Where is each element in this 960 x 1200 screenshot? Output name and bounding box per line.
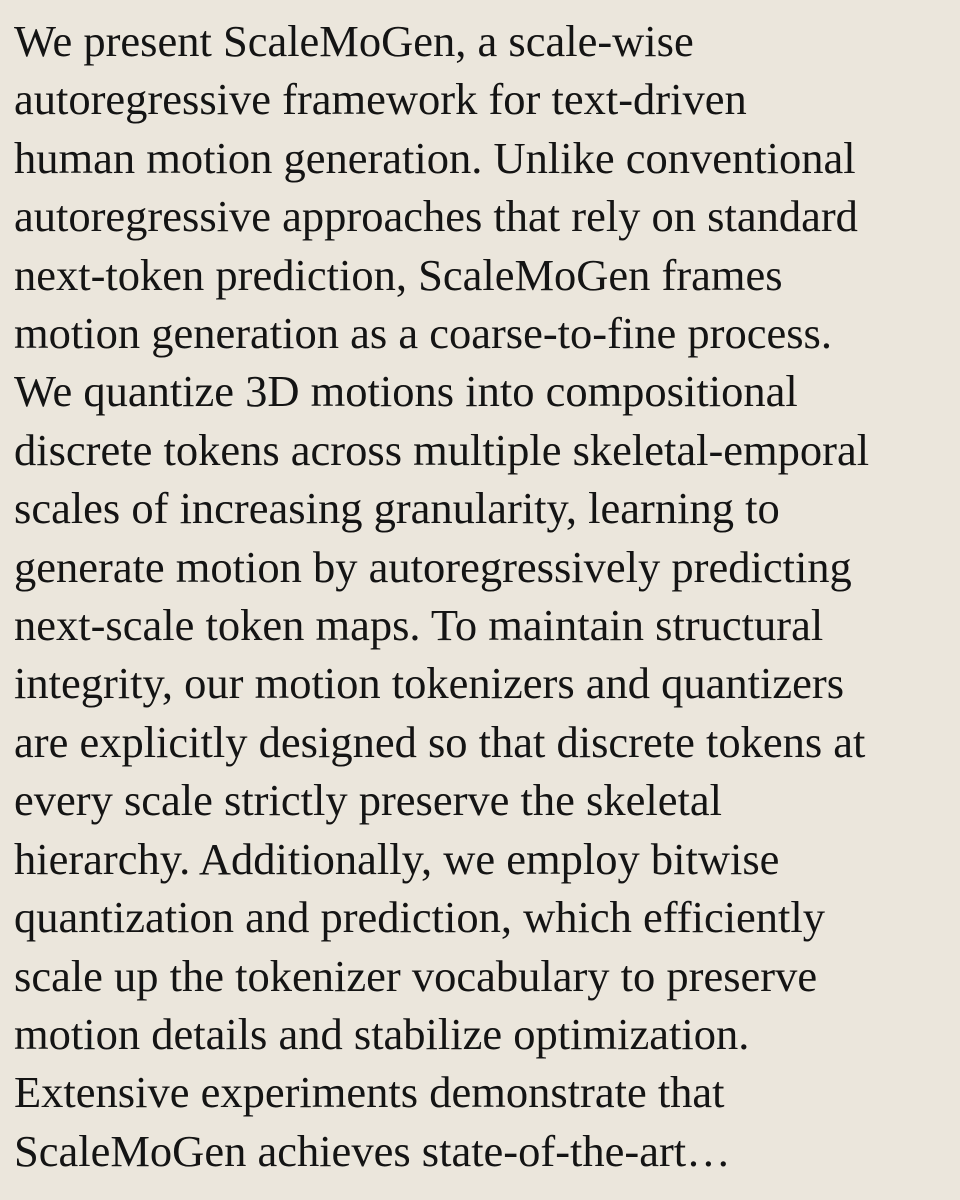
abstract-line-2: autoregressive framework for text-driven xyxy=(14,74,747,125)
abstract-line-19: Extensive experiments demonstrate that xyxy=(14,1067,725,1118)
abstract-line-4: autoregressive approaches that rely on standard xyxy=(14,191,858,242)
abstract-line-12: integrity, our motion tokenizers and quantizers xyxy=(14,658,845,709)
abstract-line-7: We quantize 3D motions into compositional xyxy=(14,366,798,417)
abstract-line-10: generate motion by autoregressively predicting xyxy=(14,541,852,592)
abstract-line-14: every scale strictly preserve the skeletal xyxy=(14,775,722,826)
abstract-line-16: quantization and prediction, which efficiently xyxy=(14,892,826,943)
abstract-line-6: motion generation as a coarse-to-fine process. xyxy=(14,308,832,359)
abstract-text xyxy=(14,12,960,1180)
abstract-line-15: hierarchy. Additionally, we employ bitwise xyxy=(14,833,780,884)
abstract-line-18: motion details and stabilize optimization. xyxy=(14,1008,750,1059)
abstract-line-9: scales of increasing granularity, learning to xyxy=(14,483,780,534)
abstract-line-20: ScaleMoGen achieves state-of-the-art… xyxy=(14,1125,731,1176)
abstract-line-5: next-token prediction, ScaleMoGen frames xyxy=(14,249,783,300)
abstract-line-13: are explicitly designed so that discrete tokens at xyxy=(14,716,866,767)
abstract-line-8: discrete tokens across multiple skeletal-emporal xyxy=(14,424,870,475)
abstract-line-3: human motion generation. Unlike conventional xyxy=(14,132,856,183)
abstract-line-11: next-scale token maps. To maintain structural xyxy=(14,600,824,651)
abstract-line-1: We present ScaleMoGen, a scale-wise xyxy=(14,16,694,66)
abstract-line-17: scale up the tokenizer vocabulary to preserve xyxy=(14,950,818,1001)
